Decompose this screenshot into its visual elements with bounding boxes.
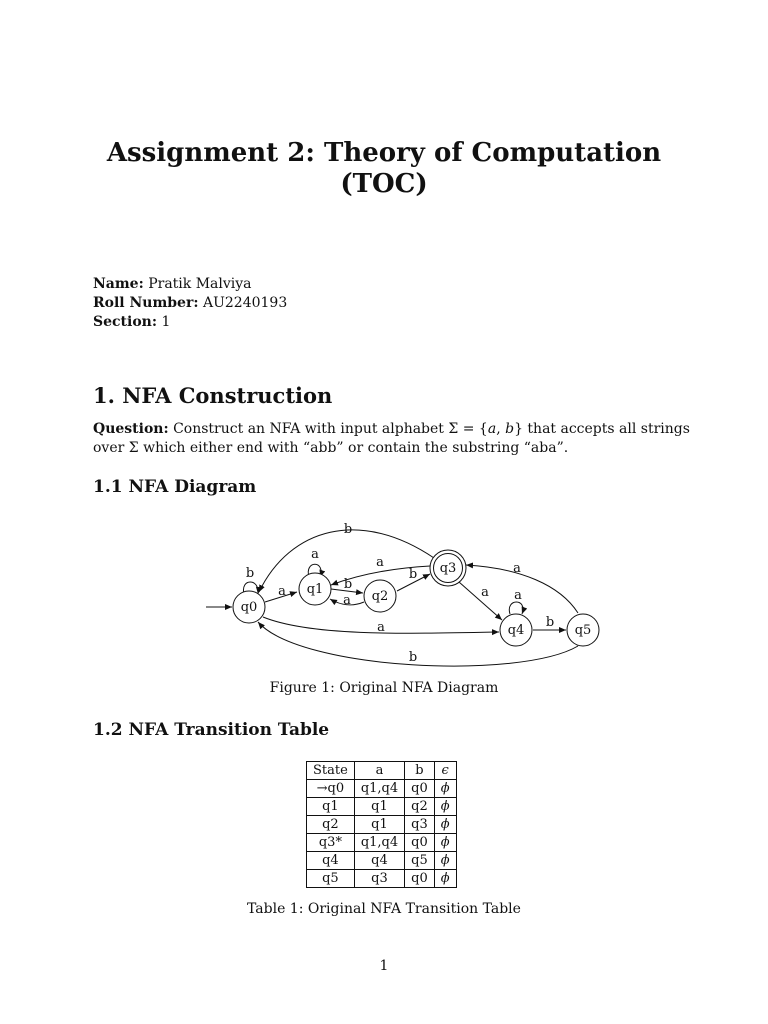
table-cell: q1 xyxy=(354,816,404,834)
table-cell: q5 xyxy=(405,852,435,870)
table-cell: ϕ xyxy=(434,816,456,834)
table-cell: q1,q4 xyxy=(354,834,404,852)
state-q4-label: q4 xyxy=(507,623,525,638)
table-cell: q0 xyxy=(405,780,435,798)
section-heading: 1. NFA Construction xyxy=(93,383,333,408)
table-cell: ϕ xyxy=(434,870,456,888)
table-header-cell: a xyxy=(354,762,404,780)
table-caption: Table 1: Original NFA Transition Table xyxy=(247,901,521,917)
page-number: 1 xyxy=(379,958,389,974)
table-row xyxy=(307,780,457,798)
edge-label-q0-q1: a xyxy=(278,584,286,599)
section-label: Section: xyxy=(93,314,158,330)
edge-label-q5-q3: a xyxy=(513,561,521,576)
question-text-after: } that accepts all strings over Σ which either end with “abb” or contain the substring “aba”. xyxy=(93,421,690,456)
table-row xyxy=(307,816,457,834)
table-cell: ϕ xyxy=(434,834,456,852)
table-cell: q2 xyxy=(405,798,435,816)
table-cell: q3 xyxy=(405,816,435,834)
table-header-row xyxy=(307,762,457,780)
question-comma: , xyxy=(496,421,506,437)
table-cell: ϕ xyxy=(434,798,456,816)
state-q3-label: q3 xyxy=(439,561,457,576)
table-header-cell: b xyxy=(405,762,435,780)
edge-q4-q4 xyxy=(509,602,523,614)
edge-label-q2-q3: b xyxy=(408,567,418,582)
transition-table xyxy=(306,761,457,888)
table-cell: q4 xyxy=(307,852,355,870)
table-cell: q3* xyxy=(307,834,355,852)
edge-label-q1-q1: a xyxy=(311,547,319,562)
table-row xyxy=(307,870,457,888)
table-header-cell: ϵ xyxy=(434,762,456,780)
table-row xyxy=(307,798,457,816)
table-cell: q2 xyxy=(307,816,355,834)
section-value: 1 xyxy=(161,314,171,330)
table-row xyxy=(307,852,457,870)
edge-label-q3-q0: b xyxy=(343,522,353,537)
title-line-2: (TOC) xyxy=(340,169,428,199)
table-row xyxy=(307,834,457,852)
table-cell: q3 xyxy=(354,870,404,888)
table-cell: →q0 xyxy=(307,780,355,798)
table-cell: q1 xyxy=(307,798,355,816)
edge-label-q1-q2: b xyxy=(343,577,353,592)
table-cell: ϕ xyxy=(434,852,456,870)
roll-value: AU2240193 xyxy=(202,295,288,311)
table-header-cell: State xyxy=(307,762,355,780)
state-q0-label: q0 xyxy=(240,600,258,615)
name-value: Pratik Malviya xyxy=(148,276,252,292)
subsection-heading-table: 1.2 NFA Transition Table xyxy=(93,720,330,740)
edge-label-q3-q1: a xyxy=(376,555,384,570)
state-q5-label: q5 xyxy=(574,623,592,638)
table-cell: q4 xyxy=(354,852,404,870)
edge-label-q3-q4: a xyxy=(481,585,489,600)
name-label: Name: xyxy=(93,276,144,292)
table-cell: ϕ xyxy=(434,780,456,798)
question-label: Question: xyxy=(93,421,169,437)
table-cell: q1,q4 xyxy=(354,780,404,798)
question-text-before: Construct an NFA with input alphabet Σ = { xyxy=(173,421,488,437)
edge-label-q0-q4: a xyxy=(377,620,385,635)
edge-label-q4-q5: b xyxy=(545,615,555,630)
table-cell: q0 xyxy=(405,834,435,852)
figure-caption: Figure 1: Original NFA Diagram xyxy=(269,680,499,696)
question-symbol-b: b xyxy=(505,421,515,437)
state-q2-label: q2 xyxy=(371,589,389,604)
table-cell: q1 xyxy=(354,798,404,816)
table-cell: q0 xyxy=(405,870,435,888)
roll-label: Roll Number: xyxy=(93,295,199,311)
question-symbol-a: a xyxy=(487,421,497,437)
table-cell: q5 xyxy=(307,870,355,888)
title-line-1: Assignment 2: Theory of Computation xyxy=(106,138,662,168)
state-q1-label: q1 xyxy=(306,582,324,597)
edge-label-q0-q0: b xyxy=(245,566,255,581)
edge-label-q5-q0: b xyxy=(408,650,418,665)
subsection-heading-diagram: 1.1 NFA Diagram xyxy=(93,477,257,497)
edge-label-q4-q4: a xyxy=(514,588,522,603)
edge-label-q2-q1: a xyxy=(343,593,351,608)
